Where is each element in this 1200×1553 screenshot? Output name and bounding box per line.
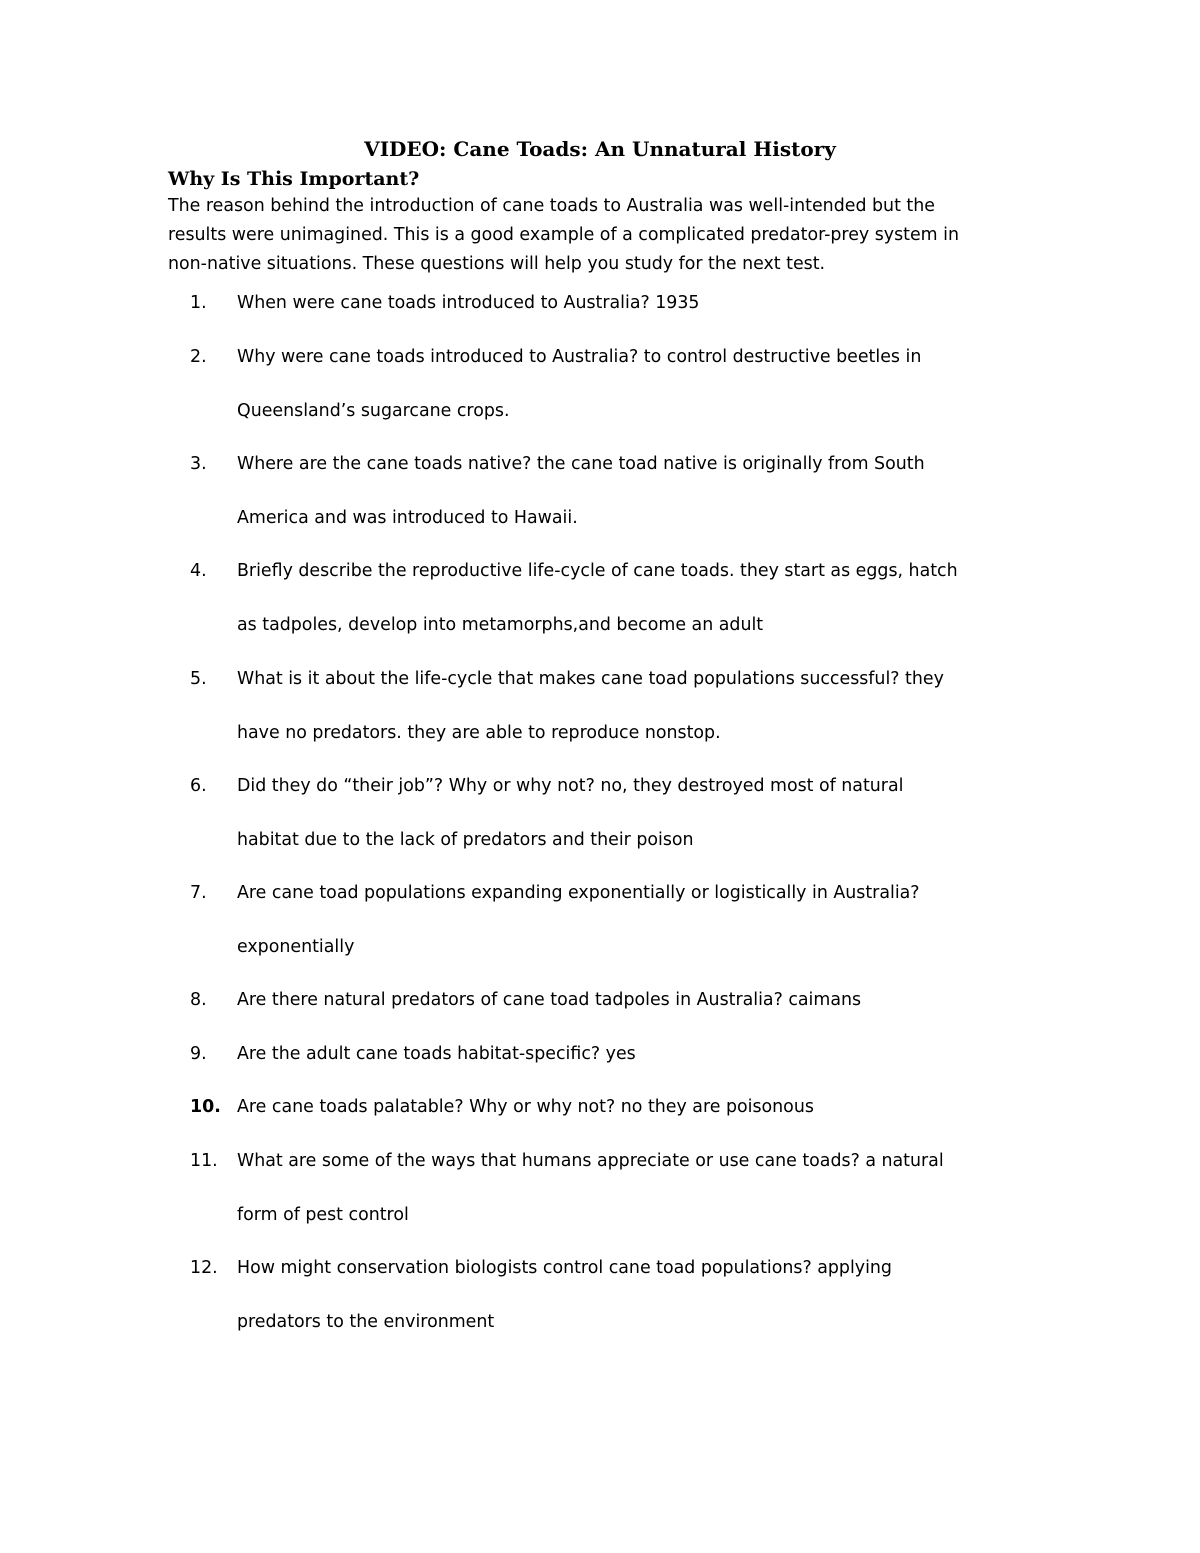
question-text-continued: America and was introduced to Hawaii.	[237, 508, 578, 528]
question-text: Are cane toads palatable? Why or why not? no they are poisonous	[237, 1097, 814, 1117]
question-number: 9.	[190, 1044, 207, 1064]
question-number: 2.	[190, 347, 207, 367]
question-text: Why were cane toads introduced to Australia? to control destructive beetles in	[237, 347, 922, 367]
question-text-continued: exponentially	[237, 937, 355, 957]
question-text: Briefly describe the reproductive life-cycle of cane toads. they start as eggs, hatch	[237, 561, 958, 581]
question-number: 10.	[190, 1097, 221, 1117]
document-title: VIDEO: Cane Toads: An Unnatural History	[364, 137, 836, 161]
question-text: Are cane toad populations expanding exponentially or logistically in Australia?	[237, 883, 920, 903]
question-text: How might conservation biologists control cane toad populations? applying	[237, 1258, 892, 1278]
question-text: What are some of the ways that humans appreciate or use cane toads? a natural	[237, 1151, 944, 1171]
question-text: Are the adult cane toads habitat-specific? yes	[237, 1044, 636, 1064]
intro-line: results were unimagined. This is a good example of a complicated predator-prey system in	[168, 225, 959, 245]
question-text: Where are the cane toads native? the cane toad native is originally from South	[237, 454, 925, 474]
question-number: 7.	[190, 883, 207, 903]
question-text: Are there natural predators of cane toad tadpoles in Australia? caimans	[237, 990, 862, 1010]
question-text: Did they do “their job”? Why or why not? no, they destroyed most of natural	[237, 776, 904, 796]
question-text-continued: as tadpoles, develop into metamorphs,and become an adult	[237, 615, 764, 635]
question-text-continued: predators to the environment	[237, 1312, 495, 1332]
intro-paragraph	[168, 192, 1018, 279]
intro-line: The reason behind the introduction of cane toads to Australia was well-intended but the	[168, 196, 935, 216]
question-number: 12.	[190, 1258, 218, 1278]
question-number: 4.	[190, 561, 207, 581]
intro-line: non-native situations. These questions will help you study for the next test.	[168, 254, 826, 274]
question-number: 6.	[190, 776, 207, 796]
question-number: 3.	[190, 454, 207, 474]
question-text: When were cane toads introduced to Australia? 1935	[237, 293, 700, 313]
question-number: 5.	[190, 669, 207, 689]
question-text-continued: Queensland’s sugarcane crops.	[237, 401, 510, 421]
question-text-continued: have no predators. they are able to reproduce nonstop.	[237, 723, 721, 743]
question-text-continued: form of pest control	[237, 1205, 409, 1225]
question-number: 11.	[190, 1151, 218, 1171]
question-text-continued: habitat due to the lack of predators and their poison	[237, 830, 694, 850]
question-number: 1.	[190, 293, 207, 313]
question-text: What is it about the life-cycle that makes cane toad populations successful? they	[237, 669, 944, 689]
section-heading: Why Is This Important?	[168, 168, 420, 190]
question-number: 8.	[190, 990, 207, 1010]
